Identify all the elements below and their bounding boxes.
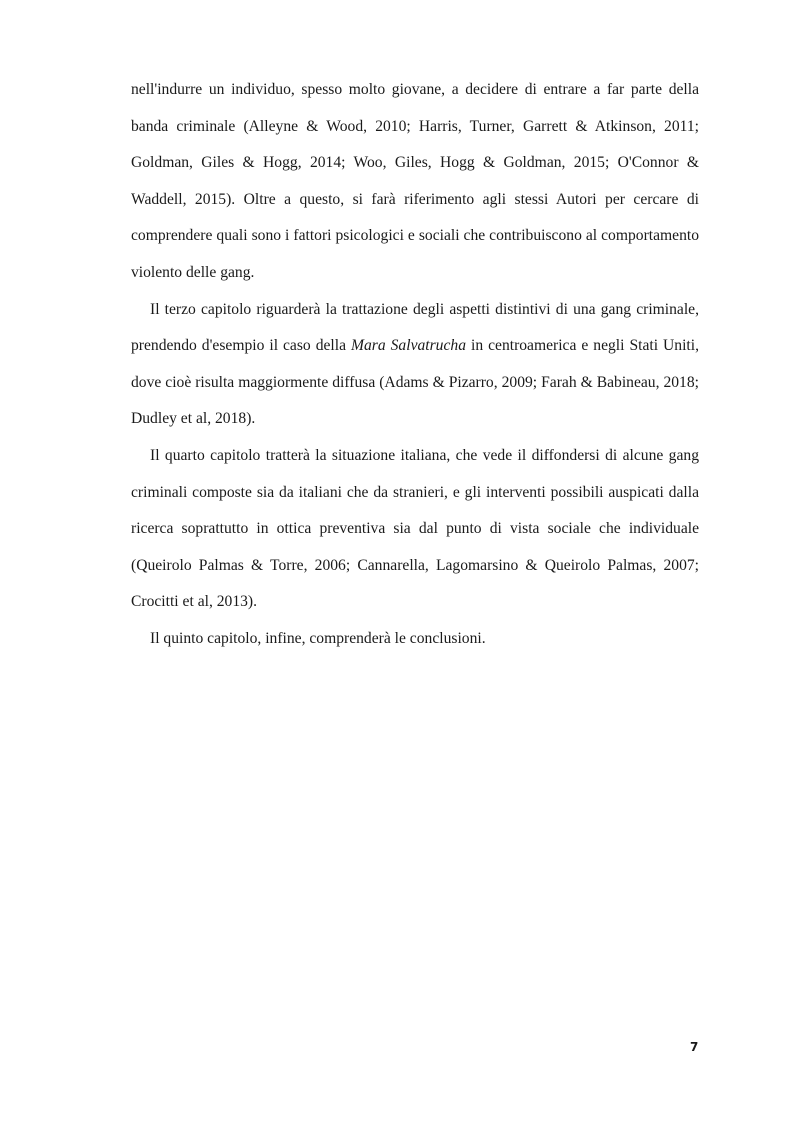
paragraph-fourth-chapter: Il quarto capitolo tratterà la situazione italiana, che vede il diffondersi di alcune gang criminali composte sia da italiani che da stranieri, e gli interventi possibili auspicati dalla ricerca soprattutto in ottica preventiva sia dal punto di vista sociale che individuale (Queirolo Palmas & Torre, 2006; Cannarella, Lagomarsino & Queirolo Palmas, 2007; Crocitti et al, 2013). bbox=[131, 446, 699, 611]
paragraph-fifth-chapter: Il quinto capitolo, infine, comprenderà le conclusioni. bbox=[150, 629, 486, 647]
paragraph-continuation: nell'indurre un individuo, spesso molto giovane, a decidere di entrare a far parte della banda criminale (Alleyne & Wood, 2010; Harris, Turner, Garrett & Atkinson, 2011; Goldman, Giles & Hogg, 2014; Woo, Giles, Hogg & Goldman, 2015; O'Connor & Waddell, 2015). Oltre a questo, si farà riferimento agli stessi Autori per cercare di comprendere quali sono i fattori psicologici e sociali che contribuiscono al comportamento violento delle gang. bbox=[131, 81, 699, 281]
paragraph-third-chapter-end: in centroamerica e negli Stati Uniti, dove cioè risulta maggiormente diffusa (Adams & Pizarro, 2009; Farah & Babineau, 2018; Dudley et al, 2018). bbox=[131, 337, 699, 428]
paragraph-third-chapter-start: Il terzo capitolo riguarderà la trattazione degli aspetti distintivi di una gang criminale, prendendo d'esempio il caso della bbox=[131, 300, 699, 355]
body-text bbox=[131, 72, 699, 658]
paragraph-third-chapter bbox=[131, 292, 699, 438]
gang-name-italic: Mara Salvatrucha bbox=[351, 337, 466, 355]
page-number: 7 bbox=[690, 1040, 699, 1054]
